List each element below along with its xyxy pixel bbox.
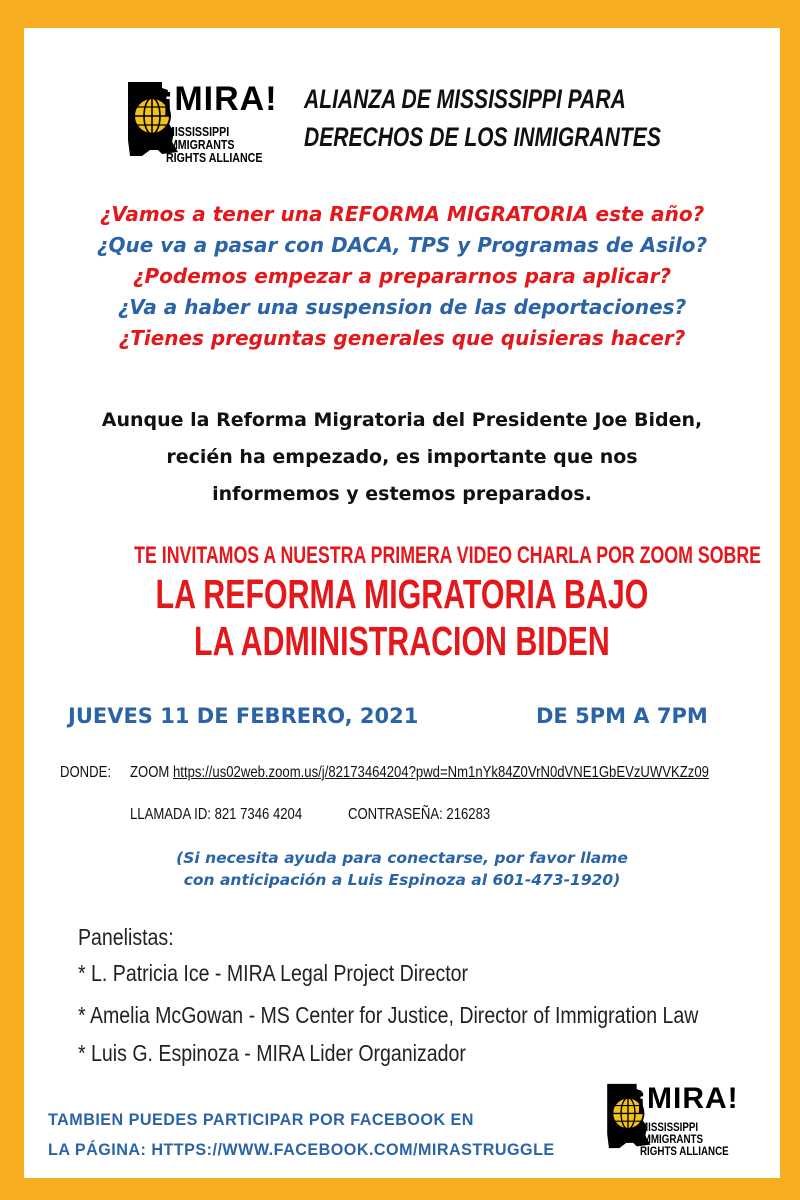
help-note [24, 847, 780, 891]
flyer [24, 28, 780, 1178]
logo-wordmark: ¡MIRA! [162, 80, 278, 118]
password: CONTRASEÑA: 216283 [348, 806, 491, 823]
where-label: DONDE: [60, 764, 112, 781]
facebook-line2[interactable]: LA PÁGINA: HTTPS://WWW.FACEBOOK.COM/MIRASTRUGGLE [48, 1140, 555, 1159]
panelist-2: * Amelia McGowan - MS Center for Justice, Director of Immigration Law [78, 1002, 699, 1028]
help-line1: (Si necesita ayuda para conectarse, por favor llame [176, 849, 628, 867]
call-id: LLAMADA ID: 821 7346 4204 [130, 806, 303, 823]
panel-heading: Panelistas: [78, 924, 174, 950]
logo-subtitle-line1: MISSISSIPPI IMMIGRANTS [166, 125, 235, 153]
mira-logo-bottom [602, 1082, 762, 1168]
mira-logo-top [122, 80, 292, 180]
intro-line3: informemos y estemos preparados. [212, 483, 592, 505]
header-title-line1: ALIANZA DE MISSISSIPPI PARA [304, 84, 626, 114]
zoom-label: ZOOM [130, 764, 170, 781]
logo-subtitle [640, 1122, 744, 1158]
logo-wordmark: ¡MIRA! [636, 1082, 739, 1115]
logo-subtitle-line2: RIGHTS ALLIANCE [640, 1146, 729, 1159]
logo-subtitle [166, 126, 273, 165]
intro-line1: Aunque la Reforma Migratoria del Presidente Joe Biden, [101, 409, 703, 431]
question-2: ¿Que va a pasar con DACA, TPS y Programas de Asilo? [96, 233, 708, 257]
header-title-line2: DERECHOS DE LOS INMIGRANTES [304, 122, 661, 152]
event-time: DE 5PM A 7PM [536, 704, 708, 728]
panelist-3: * Luis G. Espinoza - MIRA Lider Organizador [78, 1040, 466, 1066]
help-line2: con anticipación a Luis Espinoza al 601-473-1920) [183, 871, 621, 889]
event-title-line2: LA ADMINISTRACION BIDEN [194, 618, 610, 664]
question-1: ¿Vamos a tener una REFORMA MIGRATORIA este año? [99, 202, 705, 226]
question-4: ¿Va a haber una suspension de las deportaciones? [117, 295, 687, 319]
logo-subtitle-line2: RIGHTS ALLIANCE [166, 151, 263, 166]
intro-paragraph [24, 402, 780, 513]
logo-subtitle-line1: MISSISSIPPI IMMIGRANTS [640, 1122, 703, 1147]
question-5: ¿Tienes preguntas generales que quisieras hacer? [118, 326, 686, 350]
facebook-line1: TAMBIEN PUEDES PARTICIPAR POR FACEBOOK EN [48, 1110, 474, 1129]
invite-line: TE INVITAMOS A NUESTRA PRIMERA VIDEO CHARLA POR ZOOM SOBRE [134, 542, 762, 569]
panelist-1: * L. Patricia Ice - MIRA Legal Project Director [78, 960, 469, 986]
zoom-link[interactable]: https://us02web.zoom.us/j/82173464204?pwd=Nm1nYk84Z0VrN0dVNE1GbEVzUWVKZz09 [173, 764, 709, 781]
intro-line2: recién ha empezado, es importante que nos [166, 446, 638, 468]
zoom-row [130, 764, 709, 782]
event-date: JUEVES 11 DE FEBRERO, 2021 [68, 704, 419, 728]
header-title [304, 80, 661, 156]
event-title-line1: LA REFORMA MIGRATORIA BAJO [155, 571, 649, 617]
question-3: ¿Podemos empezar a prepararnos para aplicar? [132, 264, 672, 288]
